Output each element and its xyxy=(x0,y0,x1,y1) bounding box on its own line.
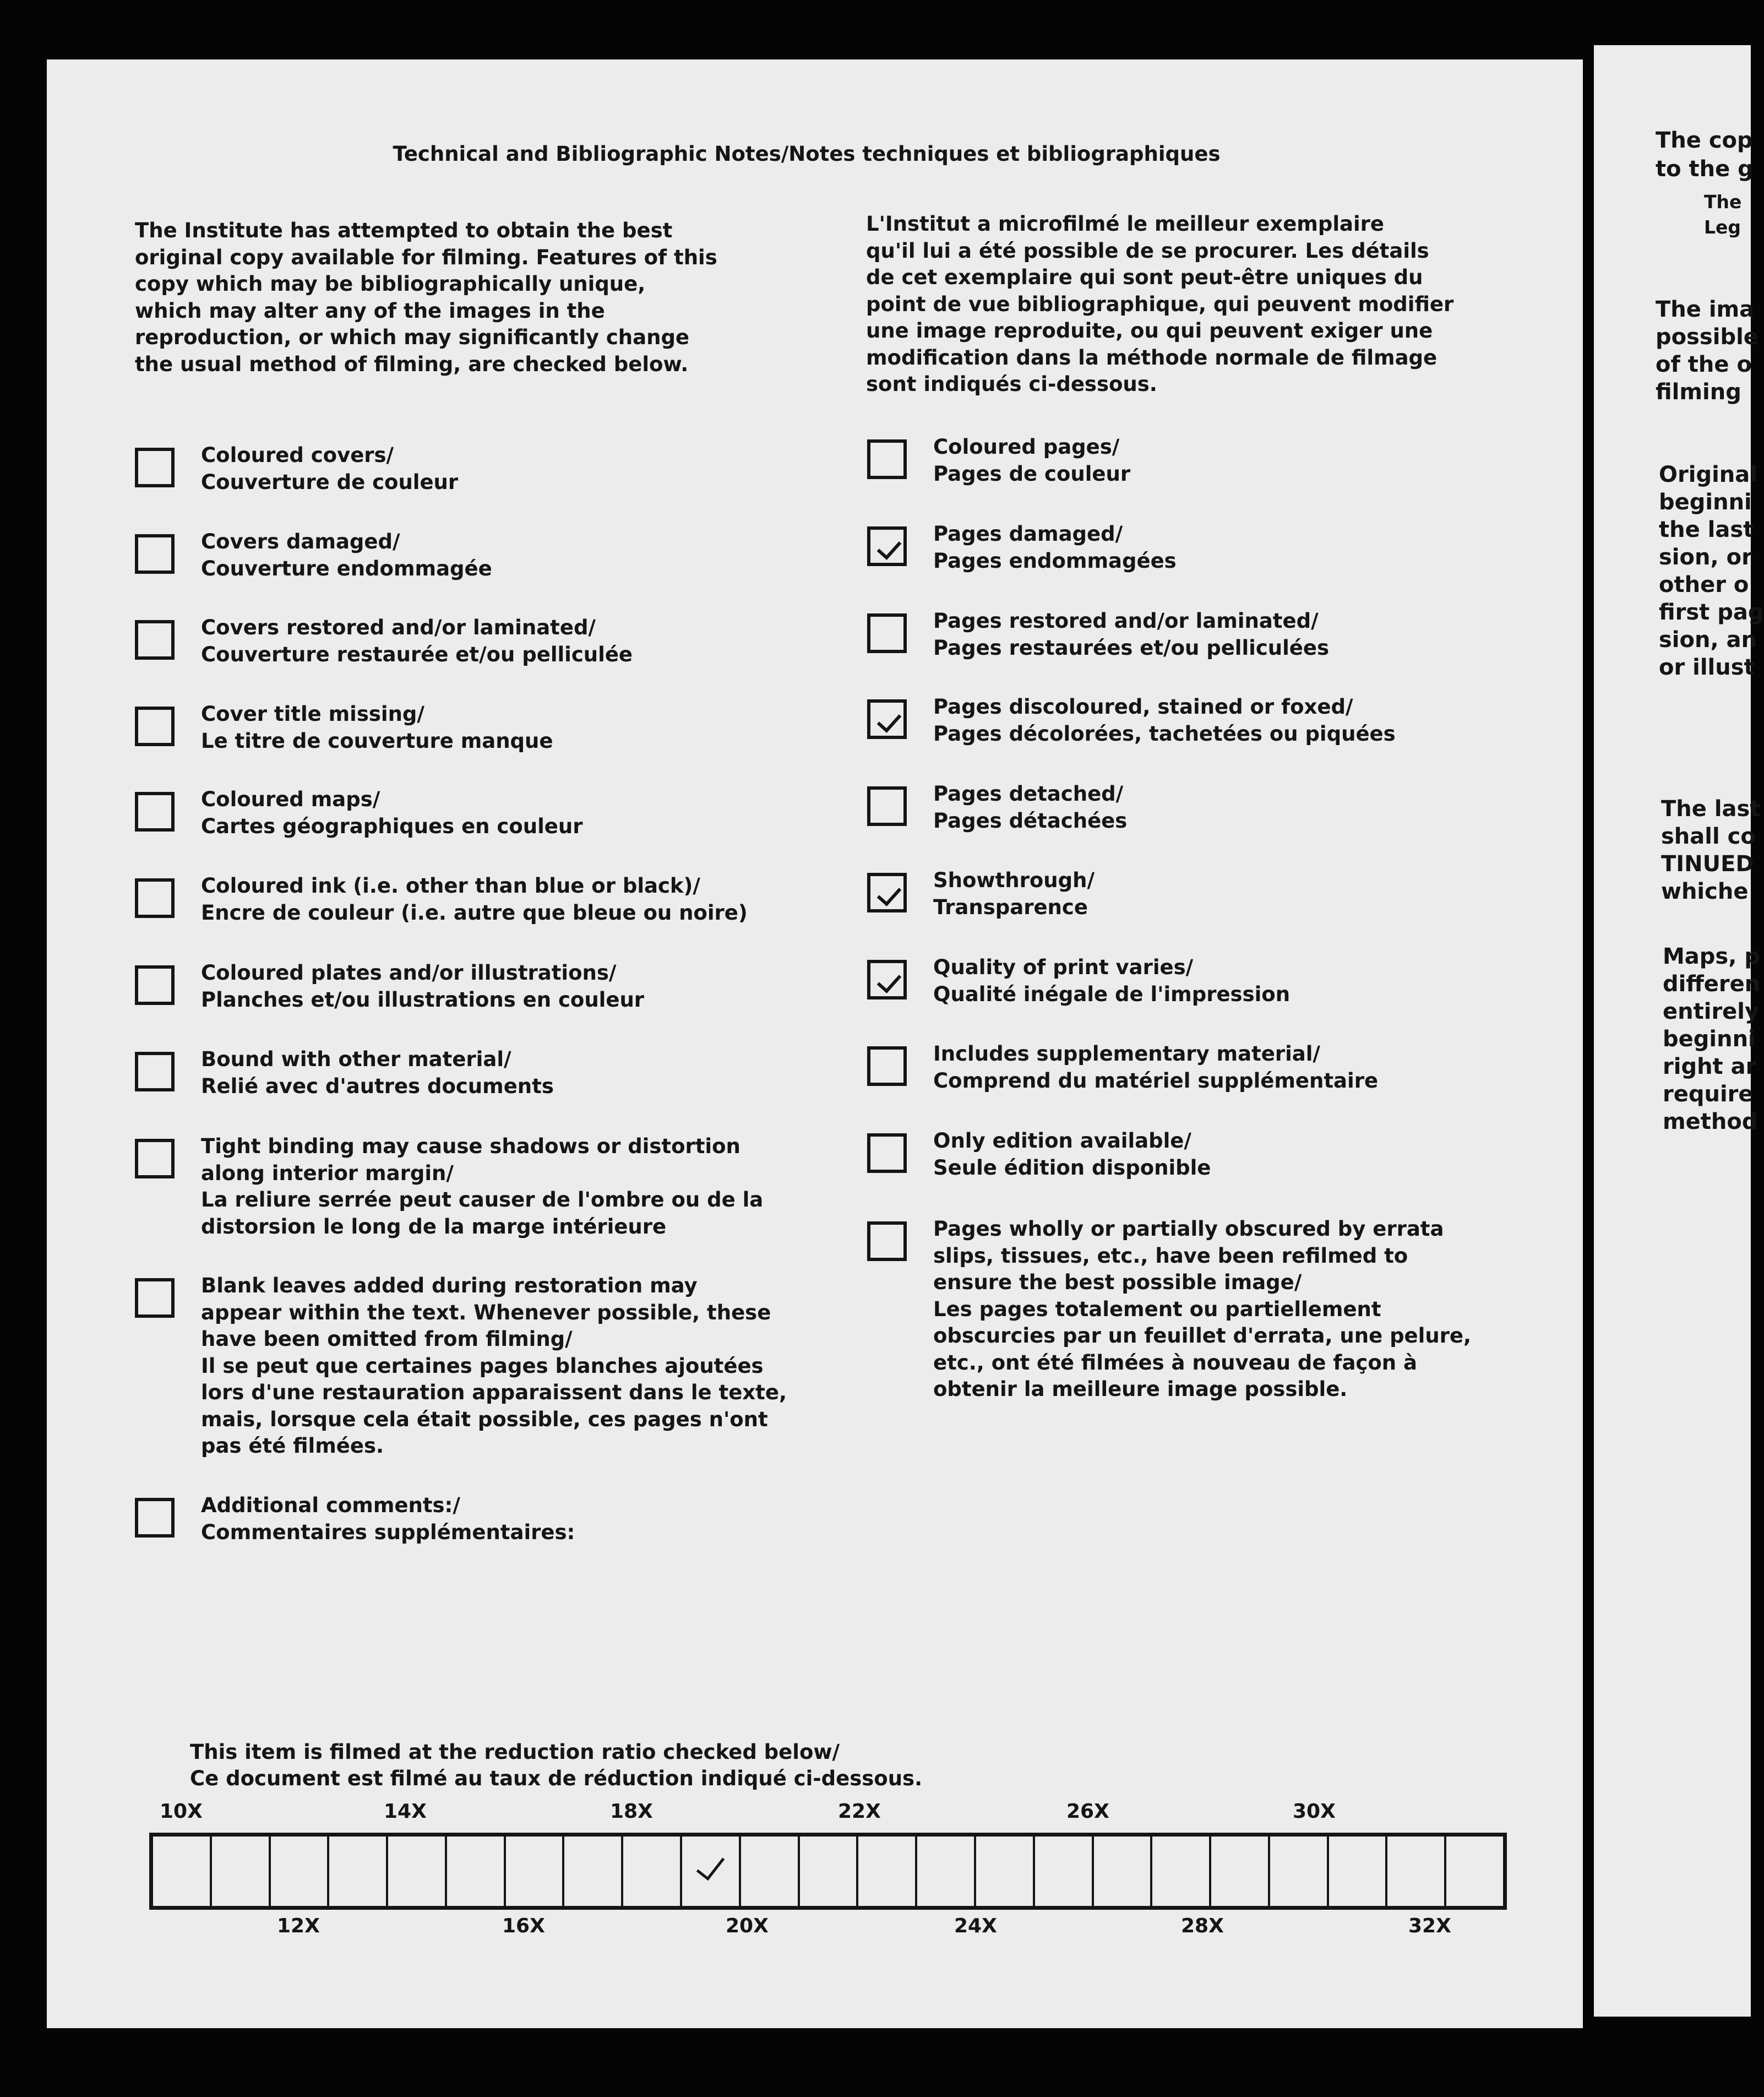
scale-label-top: 22X xyxy=(838,1800,881,1823)
checkbox[interactable] xyxy=(135,878,175,918)
fragment-line: Maps, p xyxy=(1663,944,1760,969)
checkmark-icon xyxy=(877,708,902,733)
scale-cell[interactable] xyxy=(153,1837,212,1906)
checkbox[interactable] xyxy=(867,1046,907,1086)
fragment-line: sion, or xyxy=(1659,545,1752,570)
scale-label-bottom: 16X xyxy=(502,1915,545,1937)
scale-label-bottom: 32X xyxy=(1408,1915,1451,1937)
reduction-ratio-note: This item is filmed at the reduction ratio checked below/ Ce document est filmé au taux de réduction indiqué ci-dessous. xyxy=(190,1740,923,1790)
option-label: Coloured covers/ Couverture de couleur xyxy=(201,443,459,494)
scale-cell[interactable] xyxy=(271,1837,330,1906)
scale-cell[interactable] xyxy=(917,1837,976,1906)
scale-label-top: 26X xyxy=(1066,1800,1109,1823)
checkmark-icon xyxy=(877,968,902,993)
checkbox[interactable] xyxy=(135,965,175,1005)
fragment-line: beginni xyxy=(1659,490,1752,515)
checkbox[interactable] xyxy=(135,1139,175,1178)
page-title: Technical and Bibliographic Notes/Notes techniques et bibliographiques xyxy=(393,142,1221,166)
scale-cell[interactable] xyxy=(329,1837,388,1906)
scale-cell[interactable] xyxy=(1329,1837,1388,1906)
option-label: Quality of print varies/ Qualité inégale de l'impression xyxy=(933,955,1291,1006)
option-label: Only edition available/ Seule édition disponible xyxy=(933,1129,1211,1180)
option-label: Coloured plates and/or illustrations/ Planches et/ou illustrations en couleur xyxy=(201,961,645,1012)
notes-page xyxy=(47,59,1583,2028)
scale-label-top: 14X xyxy=(384,1800,427,1823)
scale-cell[interactable] xyxy=(1387,1837,1446,1906)
checkbox[interactable] xyxy=(135,707,175,746)
checkbox[interactable] xyxy=(867,960,907,999)
scale-cell[interactable] xyxy=(447,1837,506,1906)
option-label: Tight binding may cause shadows or distortion along interior margin/ La reliure serrée peut causer de l'ombre ou de la distorsion le long de la marge intérieure xyxy=(201,1134,764,1238)
option-label: Includes supplementary material/ Comprend du matériel supplémentaire xyxy=(933,1042,1379,1093)
option-label: Pages restored and/or laminated/ Pages restaurées et/ou pelliculées xyxy=(933,609,1330,660)
checkmark-icon xyxy=(877,881,902,906)
fragment-line: shall co xyxy=(1661,824,1756,849)
fragment-line: The last xyxy=(1661,796,1761,822)
fragment-line: first pag xyxy=(1659,600,1764,625)
scale-label-bottom: 20X xyxy=(726,1915,769,1937)
fragment-line: TINUED xyxy=(1661,851,1754,877)
scale-label-top: 10X xyxy=(160,1800,203,1823)
reduction-scale xyxy=(149,1833,1507,1910)
checkbox[interactable] xyxy=(867,786,907,826)
scale-cell[interactable] xyxy=(212,1837,271,1906)
checkbox[interactable] xyxy=(867,439,907,479)
fragment-line: whiche xyxy=(1661,879,1749,904)
scale-cell[interactable] xyxy=(1152,1837,1211,1906)
fragment-line: of the o xyxy=(1656,352,1752,377)
fragment-line: The cop xyxy=(1656,128,1753,153)
scale-label-bottom: 12X xyxy=(277,1915,320,1937)
scale-cell[interactable] xyxy=(741,1837,800,1906)
checkbox[interactable] xyxy=(867,873,907,912)
fragment-line: entirely xyxy=(1663,999,1760,1024)
fragment-line: Leg xyxy=(1704,216,1741,238)
checkmark-icon xyxy=(877,535,902,560)
option-label: Additional comments:/ Commentaires supplémentaires: xyxy=(201,1493,575,1544)
fragment-line: sion, an xyxy=(1659,627,1757,653)
fragment-line: require xyxy=(1663,1082,1754,1107)
fragment-line: or illust xyxy=(1659,655,1755,680)
scale-cell[interactable] xyxy=(506,1837,565,1906)
checkbox[interactable] xyxy=(135,448,175,487)
intro-french: L'Institut a microfilmé le meilleur exemplaire qu'il lui a été possible de se procurer. Les détails de cet exemplaire qui sont peut-être uniques du point de vue bibliographique, qui peuvent modifier une image reproduite, ou qui peuvent exiger une modification dans la méthode normale de filmage sont indiqués ci-dessous. xyxy=(866,212,1454,396)
option-label: Pages discoloured, stained or foxed/ Pages décolorées, tachetées ou piquées xyxy=(933,695,1396,746)
checkbox[interactable] xyxy=(135,1278,175,1318)
fragment-line: The xyxy=(1704,191,1742,213)
fragment-line: Original xyxy=(1659,462,1757,487)
scale-label-bottom: 24X xyxy=(954,1915,997,1937)
checkbox[interactable] xyxy=(135,534,175,574)
scale-cell[interactable] xyxy=(682,1837,741,1906)
scale-cell[interactable] xyxy=(388,1837,447,1906)
fragment-line: possible xyxy=(1656,324,1758,350)
fragment-line: filming xyxy=(1656,379,1741,405)
option-label: Covers damaged/ Couverture endommagée xyxy=(201,530,492,580)
scale-cell[interactable] xyxy=(1446,1837,1503,1906)
checkbox[interactable] xyxy=(867,1133,907,1173)
option-label: Pages wholly or partially obscured by errata slips, tissues, etc., have been refilmed to ensure the best possible image/ Les pages totalement ou partiellement obscurcies par un feuillet d'errata, une pelure, etc., ont été filmées à nouveau de façon à obtenir la meilleure image possible. xyxy=(933,1217,1472,1401)
scale-cell[interactable] xyxy=(976,1837,1035,1906)
checkbox[interactable] xyxy=(135,620,175,660)
option-label: Showthrough/ Transparence xyxy=(933,868,1095,919)
scale-label-top: 30X xyxy=(1293,1800,1336,1823)
scale-cell[interactable] xyxy=(564,1837,623,1906)
scale-cell[interactable] xyxy=(800,1837,859,1906)
fragment-line: method xyxy=(1663,1109,1758,1134)
option-label: Cover title missing/ Le titre de couverture manque xyxy=(201,702,553,753)
option-label: Pages damaged/ Pages endommagées xyxy=(933,522,1177,573)
checkbox[interactable] xyxy=(867,699,907,739)
scale-cell[interactable] xyxy=(858,1837,917,1906)
scale-cell[interactable] xyxy=(1211,1837,1270,1906)
fragment-line: The ima xyxy=(1656,297,1755,322)
fragment-line: the last xyxy=(1659,517,1754,542)
scale-cell[interactable] xyxy=(623,1837,682,1906)
option-label: Coloured ink (i.e. other than blue or black)/ Encre de couleur (i.e. autre que bleue ou noire) xyxy=(201,874,748,925)
checkbox[interactable] xyxy=(867,1221,907,1261)
option-label: Bound with other material/ Relié avec d'autres documents xyxy=(201,1047,554,1098)
option-label: Coloured pages/ Pages de couleur xyxy=(933,435,1131,486)
scale-label-bottom: 28X xyxy=(1181,1915,1224,1937)
option-label: Pages detached/ Pages détachées xyxy=(933,782,1128,833)
fragment-line: differen xyxy=(1663,971,1761,997)
scale-label-top: 18X xyxy=(610,1800,653,1823)
fragment-line: other o xyxy=(1659,572,1749,597)
fragment-line: beginni xyxy=(1663,1026,1756,1052)
fragment-line: to the g xyxy=(1656,156,1754,182)
scale-cell[interactable] xyxy=(1094,1837,1153,1906)
scale-cell[interactable] xyxy=(1270,1837,1329,1906)
fragment-line: right ar xyxy=(1663,1054,1757,1079)
checkbox[interactable] xyxy=(135,792,175,832)
option-label: Blank leaves added during restoration may appear within the text. Whenever possible, these have been omitted from filming/ Il se peut que certaines pages blanches ajoutées lors d'une restauration apparaissent dans le texte, mais, lorsque cela était possible, ces pages n'ont pas été filmées. xyxy=(201,1274,787,1458)
scale-cell[interactable] xyxy=(1035,1837,1094,1906)
intro-english: The Institute has attempted to obtain the best original copy available for filming. Features of this copy which may be bibliographically unique, which may alter any of the images in the reproduction, or which may significantly change the usual method of filming, are checked below. xyxy=(135,219,717,376)
adjacent-page-fragment xyxy=(1594,45,1764,2017)
checkmark-icon xyxy=(696,1850,725,1881)
option-label: Covers restored and/or laminated/ Couverture restaurée et/ou pelliculée xyxy=(201,616,633,666)
checkbox[interactable] xyxy=(867,526,907,566)
checkbox[interactable] xyxy=(867,613,907,653)
checkbox[interactable] xyxy=(135,1052,175,1091)
option-label: Coloured maps/ Cartes géographiques en couleur xyxy=(201,787,583,838)
checkbox[interactable] xyxy=(135,1498,175,1538)
